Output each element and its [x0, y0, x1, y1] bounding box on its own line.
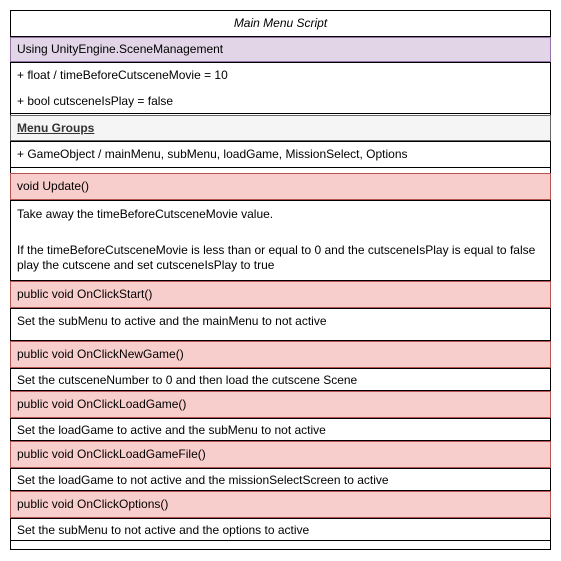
- on-click-new-game-line: Set the cutsceneNumber to 0 and then load the cutscene Scene: [17, 373, 358, 387]
- on-click-load-game-line: Set the loadGame to active and the subMenu to not active: [17, 423, 326, 437]
- method-update: void Update(): [10, 173, 551, 200]
- field-time-before-cutscene: + float / timeBeforeCutsceneMovie = 10: [17, 68, 228, 82]
- fields-section: [10, 62, 551, 114]
- method-on-click-new-game: public void OnClickNewGame(): [10, 341, 551, 368]
- diagram-title: Main Menu Script: [10, 10, 551, 37]
- menu-groups-header: Menu Groups: [10, 115, 551, 141]
- method-on-click-new-game-description: [10, 368, 551, 391]
- on-click-start-line: Set the subMenu to active and the mainMenu to not active: [17, 314, 327, 328]
- using-directive: Using UnityEngine.SceneManagement: [10, 37, 551, 62]
- field-cutscene-is-play: + bool cutsceneIsPlay = false: [17, 94, 174, 108]
- update-line-3: play the cutscene and set cutsceneIsPlay to true: [17, 258, 275, 272]
- method-on-click-load-game-file: public void OnClickLoadGameFile(): [10, 441, 551, 468]
- method-on-click-options-description: [10, 518, 551, 541]
- method-on-click-load-game: public void OnClickLoadGame(): [10, 391, 551, 418]
- update-line-1: Take away the timeBeforeCutsceneMovie value.: [17, 207, 274, 221]
- menu-groups-body: + GameObject / mainMenu, subMenu, loadGame, MissionSelect, Options: [10, 141, 551, 168]
- on-click-options-line: Set the subMenu to not active and the options to active: [17, 523, 310, 537]
- method-on-click-start: public void OnClickStart(): [10, 281, 551, 308]
- on-click-load-game-file-line: Set the loadGame to not active and the missionSelectScreen to active: [17, 473, 389, 487]
- update-line-2: If the timeBeforeCutsceneMovie is less than or equal to 0 and the cutsceneIsPlay is equal to false: [17, 243, 536, 257]
- method-on-click-start-description: [10, 308, 551, 341]
- method-on-click-options: public void OnClickOptions(): [10, 491, 551, 518]
- method-on-click-load-game-file-description: [10, 468, 551, 491]
- method-on-click-load-game-description: [10, 418, 551, 441]
- method-update-description: [10, 200, 551, 281]
